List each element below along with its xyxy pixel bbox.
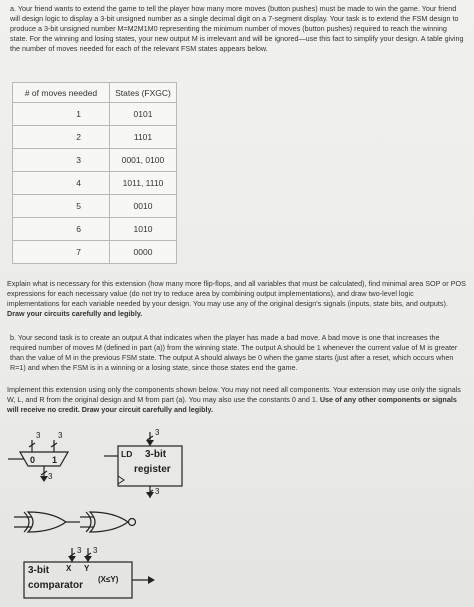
states-cell: 1011, 1110 bbox=[110, 172, 177, 195]
moves-cell: 2 bbox=[13, 126, 110, 149]
implement-text: Implement this extension using only the components shown below. You may not need all components. Your extension may use only the signals W, L, and R from the original design and M from part (a). You may also use the constants 0 and 1. bbox=[7, 385, 461, 404]
moves-cell: 3 bbox=[13, 149, 110, 172]
mux-shape bbox=[20, 452, 68, 466]
part-a-paragraph: a. Your friend wants to extend the game to tell the player how many more moves (button pushes) must be made to win the game. Your friend will design logic to display a 3-bit unsigned number as a single decimal digit on a 7-segment display. Your task is to extend the FSM design to produce a 3-bit unsigned number M=M2M1M0 representing the minimum number of moves (button pushes) required to reach the winning state. For the winning and losing states, your new output M is irrelevant and will be ignored—use this fact to simplify your design. A table giving the number of moves needed for each of the relevant FSM states appears below. bbox=[10, 4, 464, 53]
comparator-x-width: 3 bbox=[77, 546, 82, 555]
moves-cell: 7 bbox=[13, 241, 110, 264]
register-out-width: 3 bbox=[155, 487, 160, 496]
xor-gate bbox=[14, 512, 80, 532]
moves-cell: 6 bbox=[13, 218, 110, 241]
moves-cell: 1 bbox=[13, 103, 110, 126]
states-cell: 1101 bbox=[110, 126, 177, 149]
states-cell: 0001, 0100 bbox=[110, 149, 177, 172]
mux-input-1: 1 bbox=[52, 455, 58, 465]
states-cell: 0010 bbox=[110, 195, 177, 218]
mux-input-0: 0 bbox=[30, 455, 36, 465]
states-cell: 1010 bbox=[110, 218, 177, 241]
implement-bold-text: Use of any other components or signals will receive no credit. Draw your circuit carefully and legibly. bbox=[7, 395, 457, 414]
comparator-label-line1: 3-bit bbox=[28, 565, 50, 576]
comparator-output-label: (X≤Y) bbox=[98, 575, 119, 584]
comparator-label-line2: comparator bbox=[28, 580, 84, 591]
mux-output-width: 3 bbox=[48, 472, 53, 481]
mux-bus-width-right: 3 bbox=[58, 431, 63, 440]
moves-cell: 5 bbox=[13, 195, 110, 218]
register-ld-label: LD bbox=[121, 449, 133, 459]
register-label-line2: register bbox=[134, 464, 171, 475]
header-states: States (FXGC) bbox=[110, 83, 177, 103]
states-cell: 0101 bbox=[110, 103, 177, 126]
comparator-y-label: Y bbox=[84, 564, 90, 573]
part-b-paragraph: b. Your second task is to create an output A that indicates when the player has made a bad move. A bad move is one that increases the required number of moves M (defined in part (a)) from the winning state. The output A should be 1 whenever the current value of M is greater than the value of M in the previous FSM state. The output A should always be 0 when the game starts (just after a reset, which occurs when R=1) and when the FSM is in a winning or a losing state, since those states end the game. bbox=[10, 333, 458, 372]
explain-text: Explain what is necessary for this extension (how many more flip-flops, and all variables that must be calculated), find minimal area SOP or POS expressions for each necessary value (do not try to reduce area by combining output implementations), and draw two-level logic implementations for each variable needed by your design. You may use any of the original design's signals (inputs, state bits, and outputs). bbox=[7, 279, 466, 308]
xnor-gate bbox=[80, 512, 136, 532]
register-in-width: 3 bbox=[155, 428, 160, 437]
register-label-line1: 3-bit bbox=[145, 449, 167, 460]
moves-cell: 4 bbox=[13, 172, 110, 195]
explain-bold-text: Draw your circuits carefully and legibly. bbox=[7, 309, 143, 318]
mux-bus-width-left: 3 bbox=[36, 431, 41, 440]
states-cell: 0000 bbox=[110, 241, 177, 264]
header-moves: # of moves needed bbox=[13, 83, 110, 103]
comparator-y-width: 3 bbox=[93, 546, 98, 555]
comparator-x-label: X bbox=[66, 564, 72, 573]
